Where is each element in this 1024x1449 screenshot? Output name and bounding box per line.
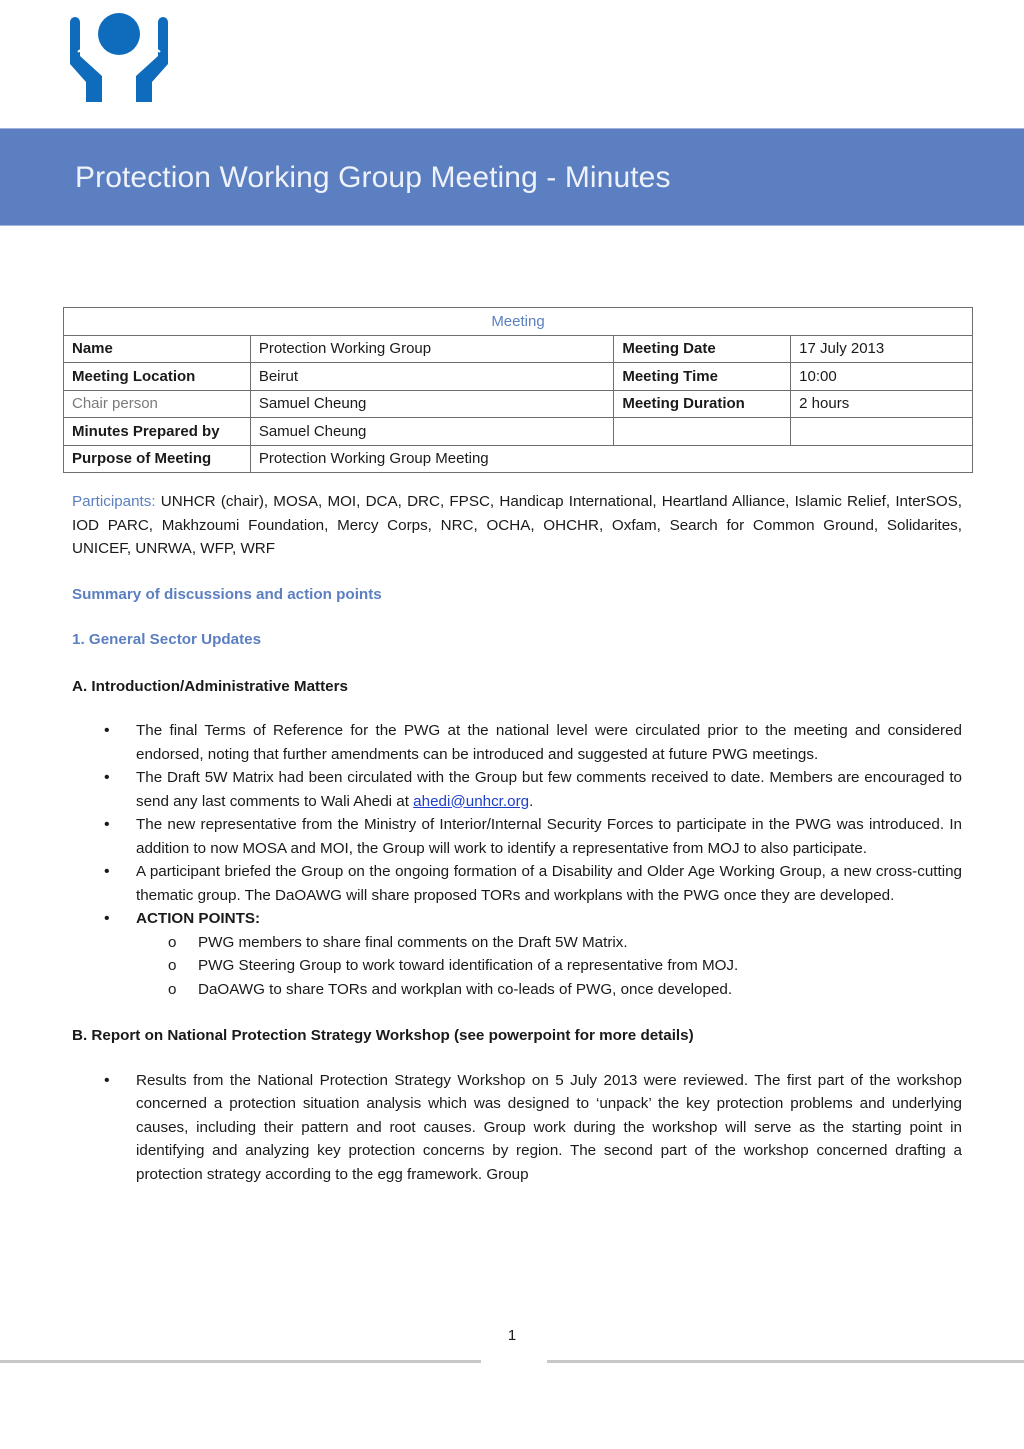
bullet-icon: •: [104, 863, 110, 880]
list-item: [72, 907, 962, 1001]
footer-divider: [0, 1360, 481, 1363]
action-points-label: ACTION POINTS:: [136, 910, 261, 927]
participants-list: UNHCR (chair), MOSA, MOI, DCA, DRC, FPSC, Handicap International, Heartland Alliance, Islamic Relief, InterSOS, IOD PARC, Makhzoumi Foundation, Mercy Corps, NRC, OCHA, OHCHR, Oxfam, Search for Common Ground, Solidarites, UNICEF, UNRWA, WFP, WRF: [72, 493, 962, 557]
name-label: Name: [64, 335, 251, 363]
table-row: [64, 335, 973, 363]
list-item: • Results from the National Protection Strategy Workshop on 5 July 2013 were reviewed. The first part of the workshop concerned a protection situation analysis which was designed to ‘unpack’ the key protection problems and underlying causes, including their pattern and root causes. Group work during the workshop will serve as the starting point in identifying and analyzing key protection concerns by region. The second part of the workshop concerned drafting a protection strategy according to the egg framework. Group: [72, 1069, 962, 1187]
table-header: Meeting: [64, 308, 973, 336]
document-body: [72, 490, 962, 1186]
email-link[interactable]: ahedi@unhcr.org: [413, 792, 530, 810]
bullet-icon: •: [104, 1071, 110, 1089]
meeting-date-label: Meeting Date: [614, 335, 791, 363]
chair-person-label: Chair person: [64, 390, 251, 418]
purpose-label: Purpose of Meeting: [64, 445, 251, 473]
action-point-item: o DaOAWG to share TORs and workplan with co-leads of PWG, once developed.: [136, 978, 962, 1002]
empty-cell: [614, 418, 791, 446]
circle-bullet-icon: o: [168, 957, 177, 974]
bullet-list: [72, 1069, 962, 1187]
table-row: [64, 363, 973, 391]
list-item: • The final Terms of Reference for the PWG at the national level were circulated prior to the meeting and considered endorsed, noting that further amendments can be introduced and suggested at future PWG meetings.: [72, 719, 962, 766]
list-item: • The new representative from the Ministry of Interior/Internal Security Forces to participate in the PWG was introduced. In addition to now MOSA and MOI, the Group will work to identify a representative from MOJ to also participate.: [72, 813, 962, 860]
bullet-icon: •: [104, 910, 110, 927]
participants-paragraph: [72, 490, 962, 561]
empty-cell: [791, 418, 973, 446]
bullet-list: [72, 719, 962, 1001]
document-title: Protection Working Group Meeting - Minutes: [75, 161, 671, 194]
summary-heading: Summary of discussions and action points: [72, 585, 382, 603]
list-item: • The Draft 5W Matrix had been circulated with the Group but few comments received to date. Members are encouraged to send any last comments to Wali Ahedi at ahedi@unhcr.org.: [72, 766, 962, 813]
action-point-item: o PWG members to share final comments on the Draft 5W Matrix.: [136, 931, 962, 955]
table-row: [64, 390, 973, 418]
minutes-prepared-by-label: Minutes Prepared by: [64, 418, 251, 446]
circle-bullet-icon: o: [168, 933, 177, 951]
meeting-location-value: Beirut: [250, 363, 614, 391]
bullet-icon: •: [104, 816, 110, 833]
footer-divider: [547, 1360, 1024, 1363]
bullet-icon: •: [104, 722, 110, 739]
participants-label: Participants:: [72, 493, 156, 510]
table-header-row: [64, 308, 973, 336]
subsection-heading: A. Introduction/Administrative Matters: [72, 677, 348, 695]
meeting-info-table: [63, 307, 973, 473]
title-banner: [0, 128, 1024, 226]
circle-bullet-icon: o: [168, 980, 177, 998]
bullet-icon: •: [104, 769, 110, 786]
action-point-item: o PWG Steering Group to work toward identification of a representative from MOJ.: [136, 954, 962, 978]
page-number: 1: [507, 1327, 517, 1344]
action-points-list: [136, 931, 962, 1002]
purpose-value: Protection Working Group Meeting: [250, 445, 972, 473]
meeting-date-value: 17 July 2013: [791, 335, 973, 363]
hands-protecting-person-icon: [68, 12, 170, 104]
name-value: Protection Working Group: [250, 335, 614, 363]
list-item: • A participant briefed the Group on the ongoing formation of a Disability and Older Age Working Group, a new cross-cutting thematic group. The DaOAWG will share proposed TORs and workplans with the PWG once they are developed.: [72, 860, 962, 907]
meeting-duration-value: 2 hours: [791, 390, 973, 418]
table-row: [64, 418, 973, 446]
subsection-heading: B. Report on National Protection Strategy Workshop (see powerpoint for more details): [72, 1027, 694, 1044]
chair-person-value: Samuel Cheung: [250, 390, 614, 418]
section-heading: 1. General Sector Updates: [72, 631, 262, 648]
meeting-time-label: Meeting Time: [614, 363, 791, 391]
meeting-duration-label: Meeting Duration: [614, 390, 791, 418]
meeting-time-value: 10:00: [791, 363, 973, 391]
table-row: [64, 445, 973, 473]
meeting-location-label: Meeting Location: [64, 363, 251, 391]
minutes-prepared-by-value: Samuel Cheung: [250, 418, 614, 446]
